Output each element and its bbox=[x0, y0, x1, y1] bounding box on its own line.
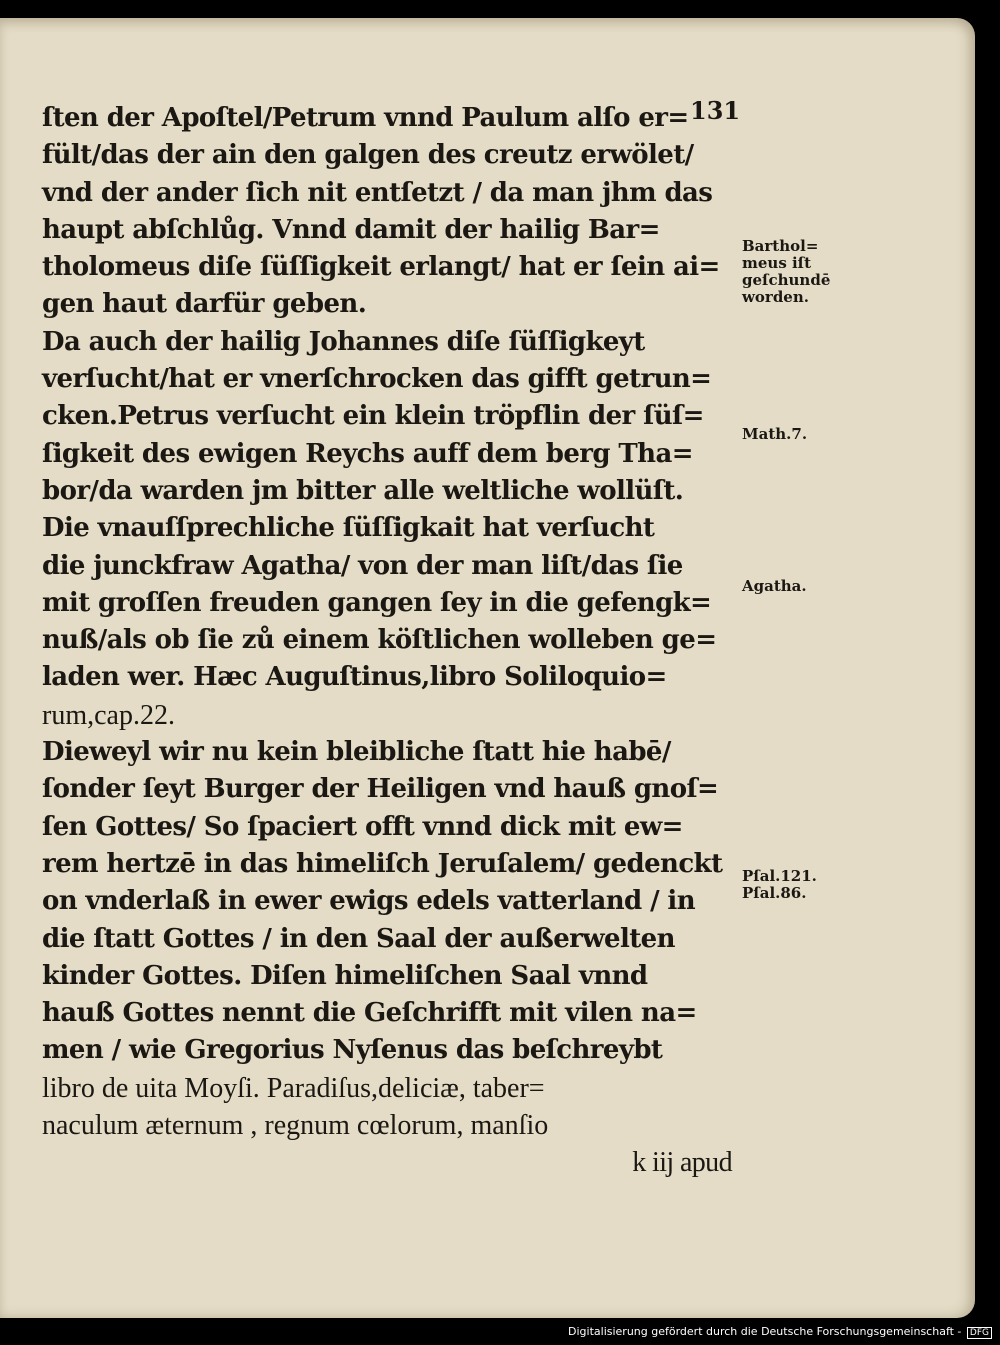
text-line: naculum æternum , regnum cœlorum, manſio bbox=[42, 1110, 549, 1142]
text-line: ſten der Apoſtel/Petrum vnnd Paulum alſo er= bbox=[42, 103, 689, 133]
margin-note-line: Pſal.86. bbox=[742, 884, 807, 902]
footer-text: Digitalisierung gefördert durch die Deutsche Forschungsgemeinschaft - bbox=[568, 1325, 962, 1338]
text-line: ſigkeit des ewigen Reychs auff dem berg Tha= bbox=[42, 438, 693, 469]
text-line: die junckfraw Agatha/ von der man liſt/das ſie bbox=[42, 550, 683, 581]
text-line: rum,cap.22. bbox=[42, 699, 175, 731]
text-line: Dieweyl wir nu kein bleibliche ſtatt hie habē/ bbox=[42, 737, 671, 768]
text-line: vnd der ander ſich nit entſetzt / da man jhm das bbox=[42, 177, 713, 208]
text-line: rem hertzē in das himeliſch Jeruſalem/ gedenckt bbox=[42, 848, 723, 879]
text-line: ſonder ſeyt Burger der Heiligen vnd hauß gnoſ= bbox=[42, 774, 719, 805]
text-line: verſucht/hat er vnerſchrocken das gifft getrun= bbox=[42, 364, 712, 395]
text-line: ſen Gottes/ So ſpaciert offt vnnd dick mit ew= bbox=[42, 811, 683, 842]
margin-note-agatha bbox=[742, 578, 807, 595]
text-line: on vnderlaß in ewer ewigs edels vatterland / in bbox=[42, 886, 696, 917]
margin-note-line: Pſal.121. bbox=[742, 867, 817, 885]
text-line: nuß/als ob ſie zů einem köſtlichen wolleben ge= bbox=[42, 625, 717, 656]
text-line: tholomeus diſe ſüſſigkeit erlangt/ hat er ſein ai= bbox=[42, 252, 720, 283]
text-line: fült/das der ain den galgen des creutz erwölet/ bbox=[42, 140, 694, 171]
text-line: libro de uita Moyſi. Paradiſus,deliciæ, taber= bbox=[42, 1072, 545, 1104]
footer-credit bbox=[568, 1325, 992, 1339]
text-line: die ſtatt Gottes / in den Saal der außerwelten bbox=[42, 923, 675, 954]
dfg-logo: DFG bbox=[967, 1327, 992, 1339]
main-text-block bbox=[42, 100, 742, 1182]
text-line: bor/da warden jm bitter alle weltliche wollüſt. bbox=[42, 475, 684, 506]
text-line: mit groſſen freuden gangen ſey in die gefengk= bbox=[42, 587, 712, 618]
margin-note-psalms bbox=[742, 868, 817, 902]
text-line: hauß Gottes nennt die Geſchrifft mit vilen na= bbox=[42, 998, 697, 1029]
text-line: men / wie Gregorius Nyſenus das beſchreybt bbox=[42, 1035, 663, 1066]
catchword-line: k iij apud bbox=[632, 1147, 732, 1179]
margin-note-line: worden. bbox=[742, 288, 809, 306]
margin-note-line: geſchundē bbox=[742, 271, 831, 289]
margin-note-line: Math.7. bbox=[742, 425, 808, 443]
margin-note-line: Barthol= bbox=[742, 237, 819, 255]
text-line: cken.Petrus verſucht ein klein tröpflin der ſüſ= bbox=[42, 401, 704, 432]
text-line: Die vnauſſprechliche ſüſſigkait hat verſucht bbox=[42, 513, 655, 544]
text-line: gen haut darfür geben. bbox=[42, 289, 367, 320]
margin-note-line: meus iſt bbox=[742, 254, 812, 272]
text-line: laden wer. Hæc Auguſtinus,libro Soliloquio= bbox=[42, 662, 667, 693]
text-line: kinder Gottes. Diſen himeliſchen Saal vnnd bbox=[42, 960, 648, 991]
text-line: haupt abſchlůg. Vnnd damit der hailig Bar= bbox=[42, 214, 660, 245]
page-number: 131 bbox=[690, 96, 741, 125]
margin-note-line: Agatha. bbox=[742, 577, 807, 595]
margin-note-math bbox=[742, 426, 807, 443]
margin-note-bartholomeus bbox=[742, 238, 830, 306]
text-line: Da auch der hailig Johannes diſe ſüſſigkeyt bbox=[42, 326, 645, 357]
